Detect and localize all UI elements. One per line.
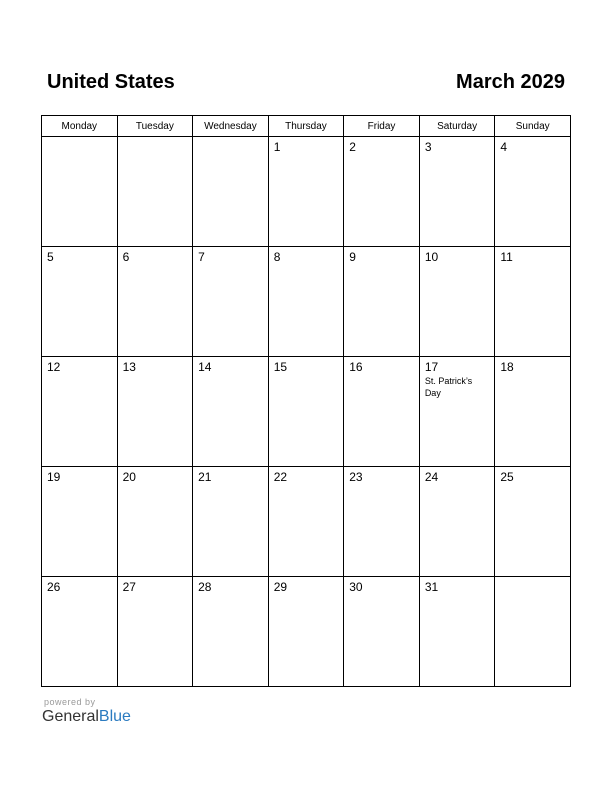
calendar-day-cell	[344, 467, 420, 577]
calendar-day-cell	[419, 137, 495, 247]
calendar-day-cell	[495, 137, 571, 247]
calendar-day-cell	[42, 577, 118, 687]
calendar-week-row	[42, 467, 571, 577]
day-number: 24	[424, 470, 439, 484]
day-number: 16	[349, 360, 363, 374]
holiday-label: St. Patrick’s Day	[424, 376, 473, 398]
calendar-day-cell	[419, 467, 495, 577]
calendar-day-cell	[268, 467, 344, 577]
calendar-day-cell	[117, 467, 193, 577]
country-title: United States	[47, 71, 175, 93]
day-number: 15	[273, 360, 288, 374]
calendar-day-cell	[495, 467, 571, 577]
day-number: 26	[47, 580, 61, 594]
calendar-day-cell	[419, 247, 495, 357]
powered-by-text: powered by	[44, 697, 96, 707]
calendar-grid	[41, 115, 571, 687]
calendar-day-cell	[495, 577, 571, 687]
day-number: 29	[273, 580, 288, 594]
day-number: 11	[500, 250, 513, 264]
day-number: 7	[198, 250, 205, 264]
calendar-week-row	[42, 357, 571, 467]
day-number: 17	[424, 360, 439, 374]
day-number: 6	[122, 250, 130, 264]
calendar-day-cell	[193, 247, 269, 357]
day-number: 20	[122, 470, 136, 484]
calendar-day-cell	[117, 137, 193, 247]
calendar-week-row	[42, 577, 571, 687]
calendar-week-row	[42, 137, 571, 247]
day-number: 9	[349, 250, 356, 264]
day-number: 22	[273, 470, 288, 484]
calendar-day-cell	[495, 357, 571, 467]
calendar-day-cell	[419, 577, 495, 687]
calendar-day-cell	[268, 577, 344, 687]
calendar-day-cell	[193, 577, 269, 687]
weekday-wednesday: Wednesday	[193, 116, 269, 137]
day-number: 30	[349, 580, 363, 594]
calendar-day-cell	[268, 357, 344, 467]
calendar-day-cell	[42, 137, 118, 247]
day-number: 25	[500, 470, 514, 484]
day-number: 28	[198, 580, 212, 594]
weekday-thursday: Thursday	[268, 116, 344, 137]
calendar-day-cell	[419, 357, 495, 467]
calendar-day-cell	[117, 247, 193, 357]
calendar-day-cell	[42, 247, 118, 357]
day-number: 27	[122, 580, 136, 594]
calendar-day-cell	[344, 247, 420, 357]
logo-blue-text: Blue	[98, 708, 131, 725]
calendar-day-cell	[495, 247, 571, 357]
weekday-sunday: Sunday	[495, 116, 571, 137]
day-number: 12	[47, 360, 61, 374]
calendar-day-cell	[268, 247, 344, 357]
month-title: March 2029	[456, 71, 565, 93]
calendar-day-cell	[268, 137, 344, 247]
calendar-day-cell	[117, 357, 193, 467]
day-number: 1	[273, 140, 281, 154]
day-number: 3	[424, 140, 432, 154]
day-number: 8	[273, 250, 281, 264]
day-number: 23	[349, 470, 363, 484]
weekday-tuesday: Tuesday	[117, 116, 193, 137]
calendar-day-cell	[117, 577, 193, 687]
weekday-header-row	[42, 116, 571, 137]
calendar-day-cell	[193, 357, 269, 467]
day-number: 2	[349, 140, 356, 154]
weekday-saturday: Saturday	[419, 116, 495, 137]
calendar-body	[42, 137, 571, 687]
day-number: 13	[122, 360, 136, 374]
calendar-week-row	[42, 247, 571, 357]
calendar-day-cell	[193, 467, 269, 577]
weekday-friday: Friday	[344, 116, 420, 137]
day-number: 14	[198, 360, 212, 374]
day-number: 5	[47, 250, 54, 264]
weekday-monday: Monday	[42, 116, 118, 137]
calendar-day-cell	[42, 467, 118, 577]
day-number: 21	[198, 470, 212, 484]
calendar-day-cell	[42, 357, 118, 467]
day-number: 4	[500, 140, 508, 154]
calendar-day-cell	[344, 137, 420, 247]
day-number: 10	[424, 250, 439, 264]
logo-general-text: General	[42, 708, 99, 725]
day-number: 19	[47, 470, 61, 484]
calendar-day-cell	[193, 137, 269, 247]
generalblue-logo[interactable]	[42, 708, 131, 726]
calendar-day-cell	[344, 577, 420, 687]
day-number: 18	[500, 360, 514, 374]
day-number: 31	[424, 580, 439, 594]
calendar-day-cell	[344, 357, 420, 467]
